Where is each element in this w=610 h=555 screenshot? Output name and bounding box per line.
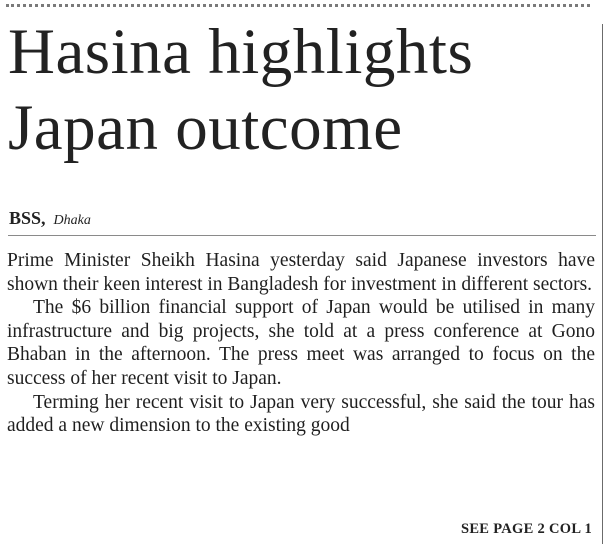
headline-line-2: Japan outcome [8,92,403,164]
column-divider [602,24,603,544]
headline-line-1: Hasina highlights [8,16,474,88]
byline [9,208,91,229]
paragraph-2: The $6 billion financial support of Japan would be utilised in many infrastructure and big projects, she told at a press conference at Gono Bhaban in the afternoon. The press meet was arranged to focus on the success of her recent visit to Japan. [7,297,595,389]
paragraph-3: Terming her recent visit to Japan very successful, she said the tour has added a new dimension to the existing good [7,391,595,437]
continuation-link[interactable]: SEE PAGE 2 COL 1 [460,521,592,537]
article-body [7,249,595,438]
paragraph-1: Prime Minister Sheikh Hasina yesterday said Japanese investors have shown their keen interest in Bangladesh for investment in different sectors. [7,250,595,295]
byline-agency: BSS, [9,208,46,228]
byline-divider [8,235,596,236]
top-dotted-rule [6,4,590,7]
byline-city: Dhaka [53,213,91,228]
headline [8,14,598,166]
